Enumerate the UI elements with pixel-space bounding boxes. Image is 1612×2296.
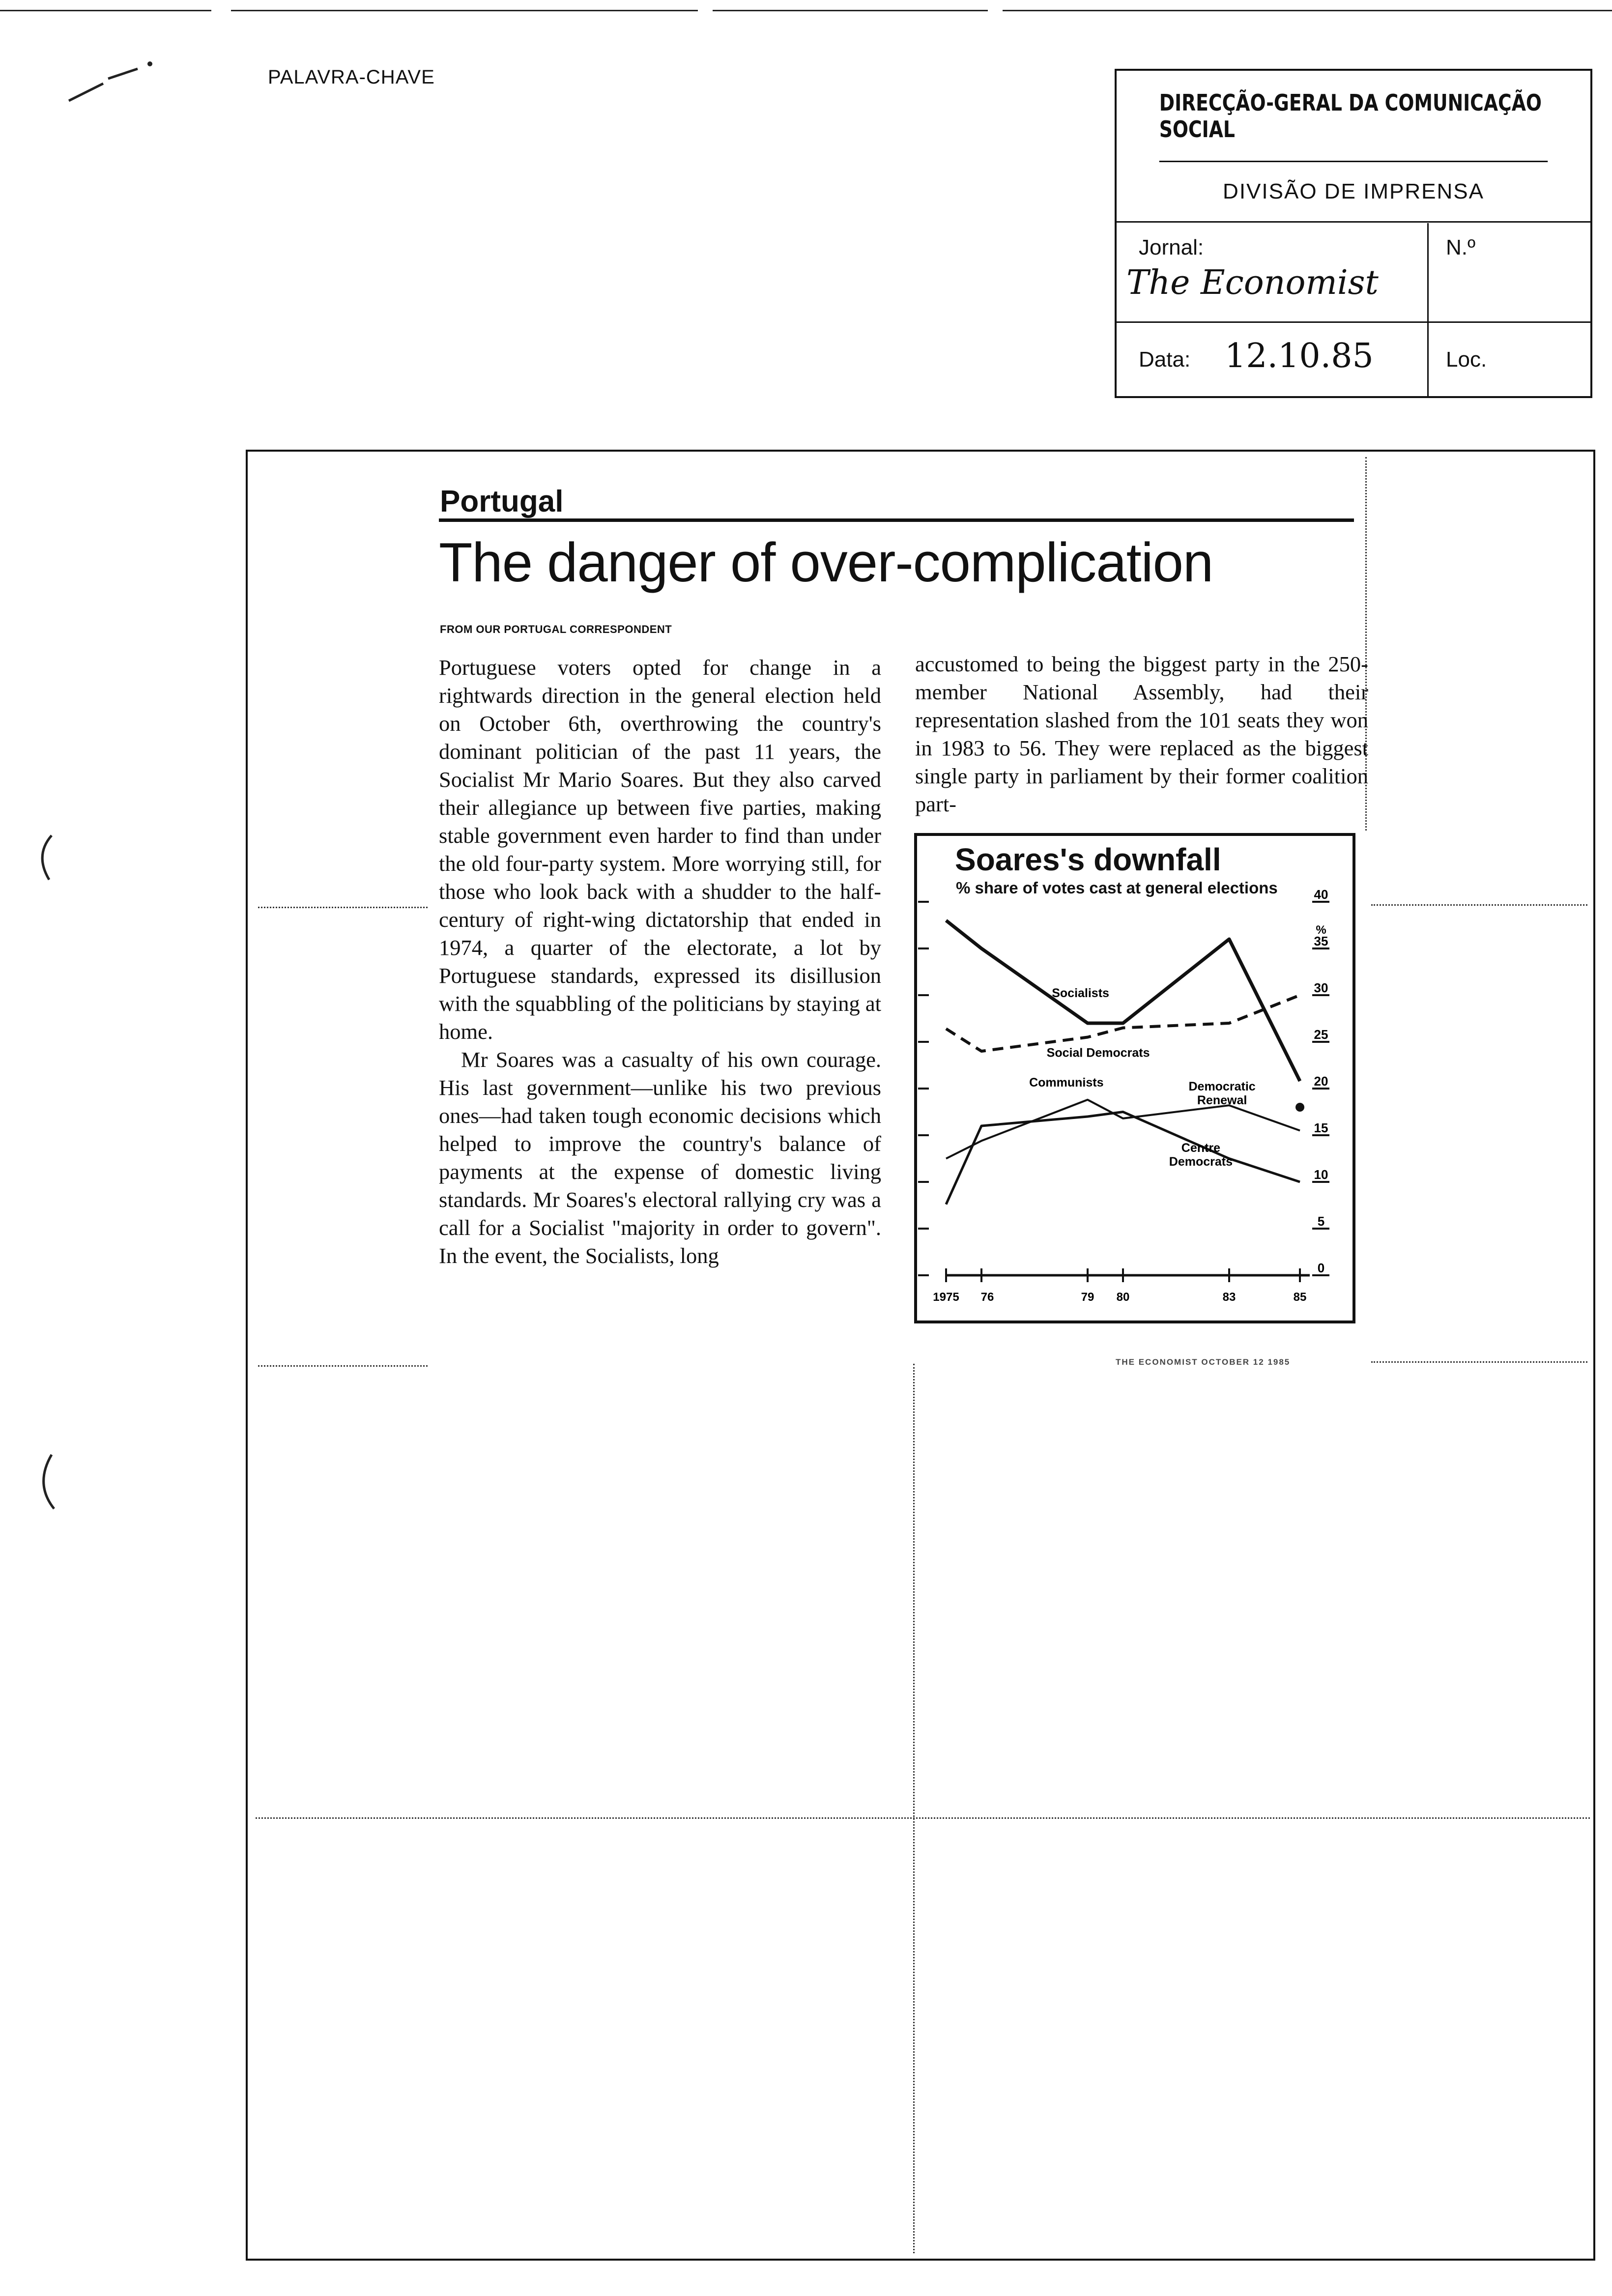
stamp-divider bbox=[1427, 223, 1429, 321]
series-label: Centre bbox=[1181, 1141, 1220, 1155]
paragraph: Portuguese voters opted for change in a rightwards direction in the general election held on October 6th, overthrowing the country's dominant politician of the past 11 years, the Socialist Mr Mario Soares. But they also carved their allegiance up between five parties, making stable government even harder to find than under the old four-party system. More worrying still, for those who look back with a shudder to the half-century of right-wing dictatorship that ended in 1974, a quarter of the electorate, a lot by Portuguese standards, expressed its disillusion with the squabbling of the politicians by staying at home. bbox=[439, 655, 881, 1044]
guide-line bbox=[1371, 904, 1587, 906]
stamp-division: DIVISÃO DE IMPRENSA bbox=[1117, 162, 1590, 223]
stamp-title: DIRECÇÃO-GERAL DA COMUNICAÇÃO SOCIAL bbox=[1159, 71, 1548, 162]
section-rule bbox=[439, 518, 1354, 522]
series-label: Communists bbox=[1029, 1076, 1104, 1090]
guide-line bbox=[258, 1365, 428, 1367]
x-tick-label: 85 bbox=[1293, 1291, 1307, 1304]
scan-edge-line bbox=[0, 10, 211, 11]
margin-bracket bbox=[29, 831, 59, 890]
series-line bbox=[946, 1112, 1300, 1205]
jornal-handwritten-value: The Economist bbox=[1126, 263, 1379, 302]
scan-edge-line bbox=[231, 10, 698, 11]
y-axis-unit: % bbox=[1316, 923, 1326, 937]
headline: The danger of over-complication bbox=[439, 532, 1213, 593]
series-label: Renewal bbox=[1197, 1093, 1247, 1107]
section-label: Portugal bbox=[440, 485, 564, 518]
guide-line bbox=[258, 907, 428, 908]
line-chart bbox=[914, 833, 1356, 1324]
y-tick-label: 0 bbox=[1317, 1261, 1325, 1275]
y-tick-label: 40 bbox=[1314, 887, 1328, 902]
x-tick-label: 1975 bbox=[933, 1291, 959, 1304]
series-label: Socialists bbox=[1052, 986, 1109, 1000]
y-tick-label: 30 bbox=[1314, 980, 1328, 995]
scan-edge-line bbox=[713, 10, 988, 11]
chart-subtitle: % share of votes cast at general elections bbox=[956, 879, 1278, 897]
y-tick-label: 15 bbox=[1314, 1120, 1328, 1135]
x-tick-label: 83 bbox=[1222, 1291, 1236, 1304]
series-label: Democratic bbox=[1188, 1079, 1256, 1093]
chart-title: Soares's downfall bbox=[955, 842, 1221, 877]
guide-line bbox=[1371, 1361, 1587, 1363]
y-tick-label: 10 bbox=[1314, 1167, 1328, 1182]
y-tick-label: 25 bbox=[1314, 1027, 1328, 1042]
byline: FROM OUR PORTUGAL CORRESPONDENT bbox=[440, 623, 672, 635]
scan-mark bbox=[59, 57, 167, 115]
x-tick-label: 76 bbox=[980, 1291, 994, 1304]
scan-edge-line bbox=[1003, 10, 1612, 11]
press-stamp bbox=[1115, 69, 1592, 398]
guide-line bbox=[256, 1817, 1590, 1819]
y-tick-label: 5 bbox=[1317, 1214, 1325, 1229]
article-column-1 bbox=[439, 654, 881, 1270]
margin-bracket bbox=[29, 1450, 59, 1519]
numero-label: N.º bbox=[1446, 235, 1476, 259]
y-tick-label: 20 bbox=[1314, 1074, 1328, 1089]
series-point bbox=[1295, 1103, 1304, 1112]
paragraph: accustomed to being the biggest party in the 250-member National Assembly, had their representation slashed from the 101 seats they won in 1983 to 56. They were replaced as the biggest single party in parliament by their former coalition part- bbox=[915, 652, 1368, 816]
stamp-divider bbox=[1427, 323, 1429, 397]
y-tick-label: 35 bbox=[1314, 934, 1328, 948]
series-label: Social Democrats bbox=[1046, 1046, 1150, 1060]
series-label: Democrats bbox=[1169, 1155, 1233, 1169]
data-label: Data: bbox=[1139, 347, 1191, 372]
article-column-2 bbox=[915, 650, 1368, 818]
data-handwritten-value: 12.10.85 bbox=[1225, 337, 1374, 375]
stamp-data-row bbox=[1117, 323, 1590, 397]
series-line bbox=[946, 1100, 1300, 1159]
page-footer: THE ECONOMIST OCTOBER 12 1985 bbox=[1116, 1357, 1291, 1367]
stamp-jornal-row bbox=[1117, 223, 1590, 323]
jornal-label: Jornal: bbox=[1139, 235, 1204, 259]
x-tick-label: 80 bbox=[1116, 1291, 1130, 1304]
guide-line bbox=[913, 1364, 915, 2253]
paragraph: Mr Soares was a casualty of his own courage. His last government—unlike his two previous ones—had taken tough economic decisions which helped to improve the country's balance of payments at the expense of domestic living standards. Mr Soares's electoral rallying cry was a call for a Socialist "majority in order to govern". In the event, the Socialists, long bbox=[439, 1047, 881, 1268]
loc-label: Loc. bbox=[1446, 347, 1487, 372]
x-tick-label: 79 bbox=[1081, 1291, 1094, 1304]
keyword-label: PALAVRA-CHAVE bbox=[268, 66, 435, 88]
